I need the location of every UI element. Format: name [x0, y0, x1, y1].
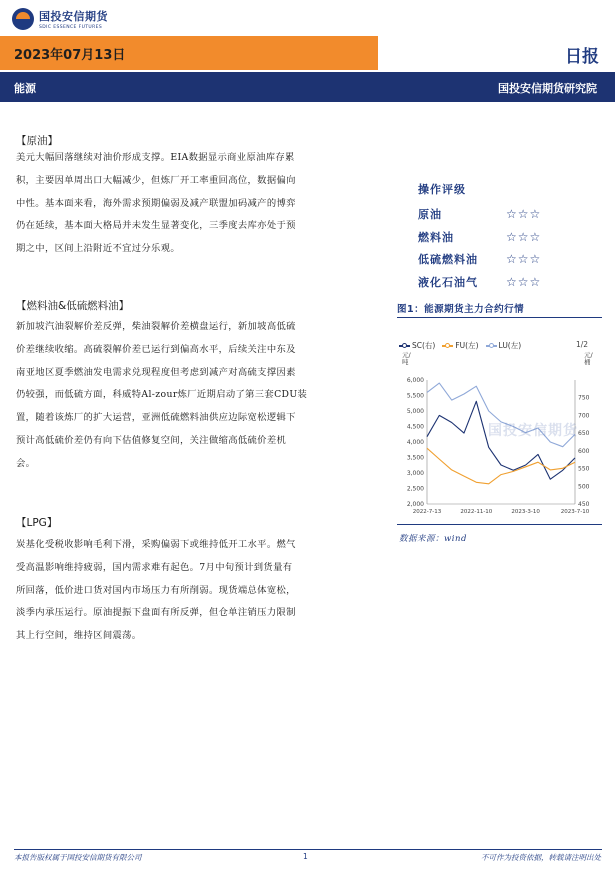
text-line: 置，随着该炼厂的扩大运营，亚洲低硫燃料油供应边际宽松逻辑下: [16, 412, 296, 424]
chart-watermark: 国投安信期货: [488, 423, 578, 439]
legend-label: FU(左): [455, 341, 479, 350]
section-body-crude: [16, 147, 368, 261]
x-tick-label: 2023-3-10: [511, 509, 540, 515]
text-line: 南亚地区夏季燃油发电需求兑现程度但考虑到减产对高硫支撑因素: [16, 366, 296, 378]
y-right-tick-label: 450: [578, 501, 590, 508]
logo-name-cn: 国投安信期货: [39, 10, 108, 23]
operation-rating: [418, 181, 541, 293]
y-left-tick-label: 4,500: [406, 423, 424, 431]
y-right-tick-label: 600: [578, 447, 590, 455]
y-right-tick-label: 650: [578, 430, 590, 438]
section-title-fuel-oil: 【燃料油&低硫燃料油】: [16, 300, 130, 312]
text-line: 预计高低硫价差仍有向下估值修复空间，关注做缩高低硫价差机: [16, 434, 287, 446]
text-line: 期之中，区间上沿附近不宜过分乐观。: [16, 243, 180, 255]
section-title-lpg: 【LPG】: [16, 517, 58, 529]
price-chart: [397, 338, 602, 522]
section-name: 能源: [14, 82, 36, 95]
text-line: 中性。基本面来看，海外需求预期偏弱及减产联盟加码减产的博弈: [16, 197, 296, 209]
text-line: 仍较强，而低硫方面，科威特Al-zour炼厂近期启动了第三套CDU装: [16, 389, 308, 401]
text-line: 美元大幅回落继续对油价形成支撑。EIA数据显示商业原油库存累: [16, 152, 295, 163]
report-type: 日报: [565, 47, 599, 67]
section-body-lpg: [16, 534, 368, 648]
figure-bottom-rule: [397, 524, 602, 525]
y-right-tick-label: 750: [578, 394, 590, 402]
legend-label: LU(左): [498, 341, 522, 350]
text-line: 会。: [16, 457, 36, 469]
rating-stars: ☆☆☆: [506, 207, 542, 222]
footer-copyright: 本报告版权属于国投安信期货有限公司: [14, 853, 142, 862]
rating-name: 液化石油气: [418, 275, 478, 289]
rating-title: 操作评级: [418, 183, 466, 196]
text-line: 所回落，低价进口货对国内市场压力有所削弱。现货端总体宽松，: [16, 584, 296, 596]
figure-title: 图1：能源期货主力合约行情: [397, 304, 525, 315]
rating-stars: ☆☆☆: [506, 274, 542, 289]
legend-label: SC(右): [412, 341, 436, 350]
x-tick-label: 2022-11-10: [460, 509, 493, 515]
y-left-tick-label: 4,000: [406, 439, 424, 446]
section-body-fuel-oil: [16, 316, 368, 476]
legend-page-indicator[interactable]: 1/2: [576, 340, 589, 349]
figure-top-rule: [397, 317, 602, 318]
report-date: 2023年07月13日: [14, 48, 126, 63]
rating-name: 原油: [418, 208, 442, 222]
y-right-tick-label: 700: [578, 412, 590, 420]
rating-row-low-sulfur: [418, 248, 541, 271]
section-title-crude: 【原油】: [16, 135, 58, 147]
y-left-tick-label: 2,500: [406, 485, 424, 493]
y-left-tick-label: 5,000: [406, 408, 424, 415]
page-number: 1: [303, 852, 308, 861]
data-source: 数据来源：wind: [399, 534, 467, 544]
text-line: 积，主要因单周出口大幅减少，但炼厂开工率重回高位，数据偏向: [16, 174, 296, 186]
text-line: 新加坡汽油裂解价差反弹，柴油裂解价差横盘运行，新加坡高低硫: [16, 321, 296, 332]
y-left-tick-label: 3,000: [406, 470, 424, 477]
y-right-tick-label: 500: [578, 483, 590, 491]
rating-stars: ☆☆☆: [506, 252, 542, 267]
y-left-tick-label: 5,500: [406, 392, 424, 400]
text-line: 炭基化受税收影响毛利下滑，采购偏弱下或维持低开工水平。燃气: [16, 539, 296, 550]
footer-disclaimer: 不可作为投资依据，转载请注明出处: [481, 853, 601, 862]
institute-name: 国投安信期货研究院: [498, 82, 597, 95]
right-axis-unit: 元/桶: [584, 351, 593, 366]
text-line: 价差继续收缩。高硫裂解价差已运行到偏高水平，后续关注中东及: [16, 343, 296, 355]
logo-mark-icon: [12, 8, 34, 30]
y-left-tick-label: 3,500: [406, 454, 424, 462]
rating-row-fuel-oil: [418, 226, 541, 249]
company-logo: [12, 8, 108, 30]
left-axis-unit: 元/吨: [402, 351, 411, 366]
y-right-tick-label: 550: [578, 465, 590, 473]
text-line: 其上行空间，维持区间震荡。: [16, 630, 142, 642]
logo-name-en: SDIC ESSENCE FUTURES: [39, 25, 103, 30]
rating-row-crude: [418, 203, 541, 226]
x-tick-label: 2023-7-10: [560, 509, 590, 515]
footer-rule: [14, 849, 602, 850]
series-line-2: [427, 383, 575, 447]
text-line: 仍在延续，基本面大格局并未发生显著变化，三季度去库亦处于预: [16, 220, 296, 232]
x-tick-label: 2022-7-13: [412, 509, 442, 515]
logo-text: [39, 8, 108, 30]
text-line: 受高温影响维持疲弱，国内需求难有起色。7月中旬预计到货量有: [16, 561, 293, 573]
rating-stars: ☆☆☆: [506, 229, 542, 244]
y-left-tick-label: 2,000: [406, 501, 424, 508]
text-line: 淡季内承压运行。原油提振下盘面有所反弹，但仓单注销压力限制: [16, 607, 296, 619]
rating-name: 燃料油: [418, 230, 454, 244]
rating-row-lpg: [418, 271, 541, 294]
rating-name: 低硫燃料油: [418, 253, 478, 267]
y-left-tick-label: 6,000: [406, 377, 424, 384]
series-line-1: [427, 448, 575, 484]
